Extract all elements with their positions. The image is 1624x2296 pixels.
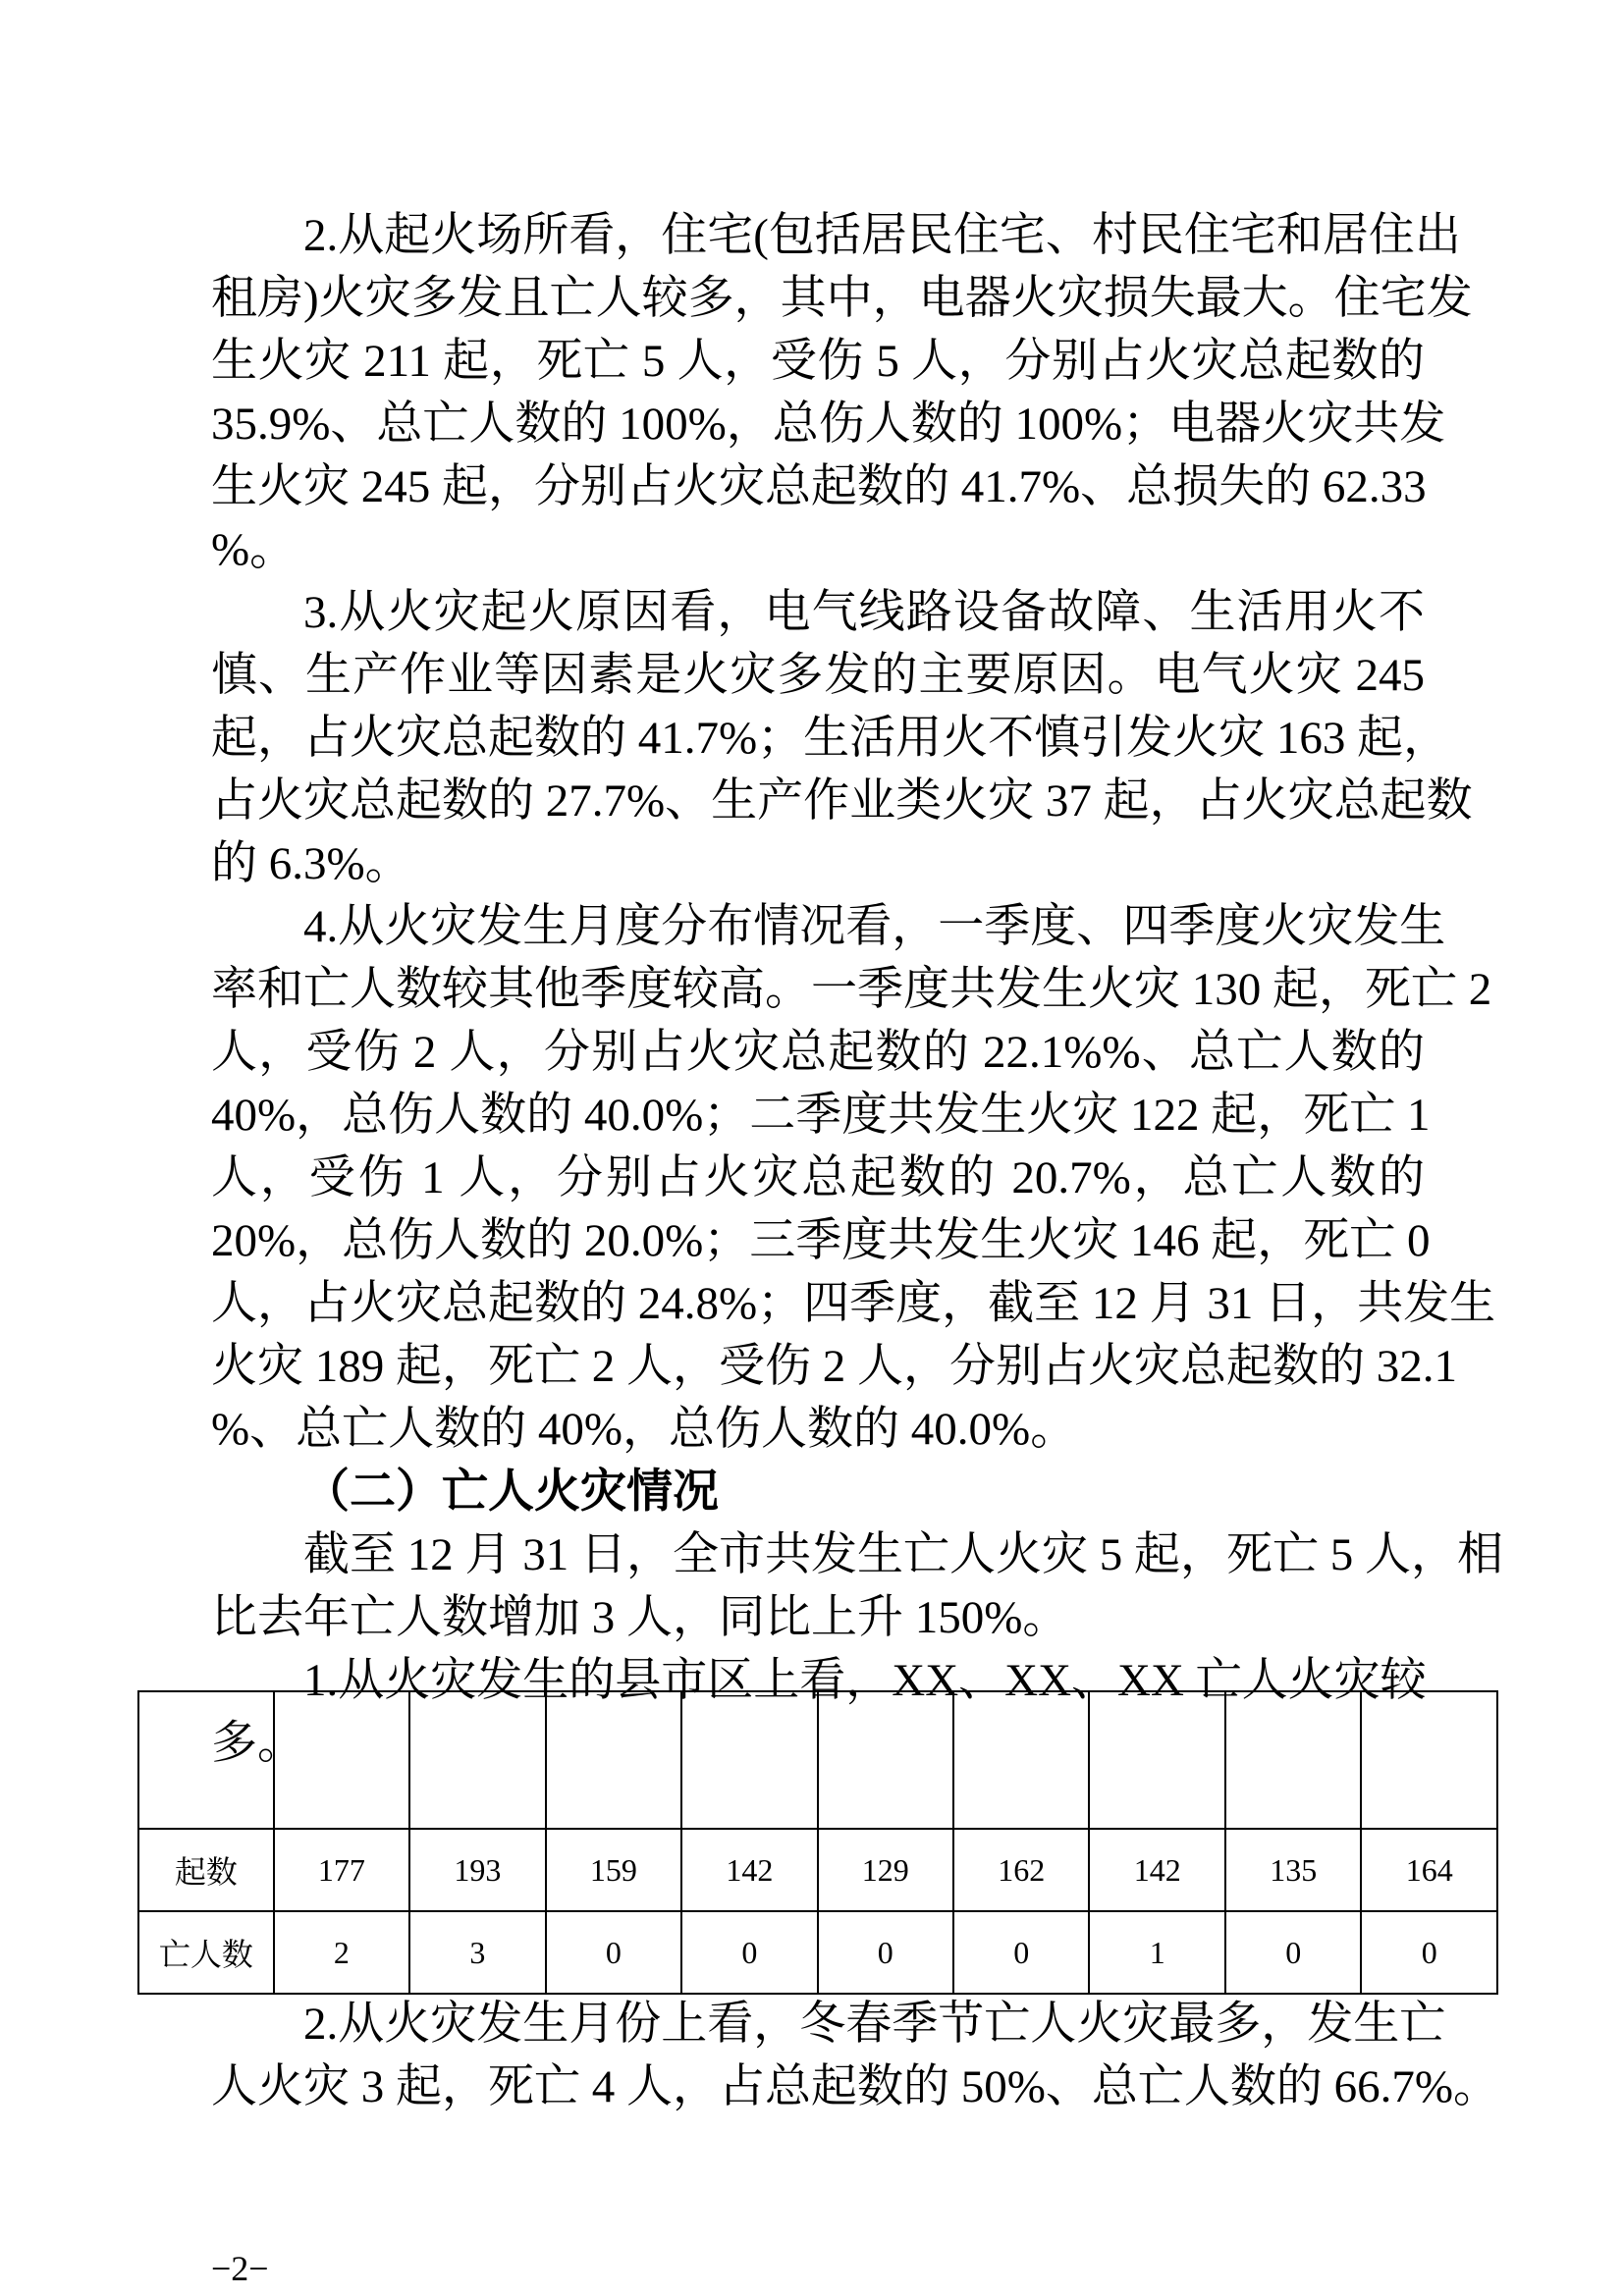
text-line: 多。 bbox=[211, 1718, 303, 1769]
table-header-row bbox=[138, 1691, 1497, 1829]
table-cell: 135 bbox=[1225, 1829, 1361, 1911]
header-cell bbox=[138, 1691, 274, 1829]
table-cell: 0 bbox=[953, 1911, 1089, 1994]
paragraph-fatal-fires-summary bbox=[211, 1523, 1503, 1649]
header-cell bbox=[546, 1691, 681, 1829]
text-line: 慎、生产作业等因素是火灾多发的主要原因。电气火灾 245 bbox=[211, 650, 1425, 701]
text-line: 3.从火灾起火原因看，电气线路设备故障、生活用火不 bbox=[303, 587, 1425, 638]
text-line: 4.从火灾发生月度分布情况看，一季度、四季度火灾发生 bbox=[303, 901, 1446, 952]
text-line: 2.从起火场所看，住宅(包括居民住宅、村民住宅和居住出 bbox=[303, 210, 1461, 261]
header-cell bbox=[1361, 1691, 1497, 1829]
table-cell: 129 bbox=[818, 1829, 953, 1911]
table-row bbox=[138, 1829, 1497, 1911]
text-line: 20%，总伤人数的 20.0%；三季度共发生火灾 146 起，死亡 0 bbox=[211, 1215, 1431, 1266]
row-label: 亡人数 bbox=[138, 1911, 274, 1994]
text-line: 35.9%、总亡人数的 100%，总伤人数的 100%；电器火灾共发 bbox=[211, 399, 1446, 450]
table-cell: 1 bbox=[1089, 1911, 1224, 1994]
text-line: 生火灾 211 起，死亡 5 人，受伤 5 人，分别占火灾总起数的 bbox=[211, 336, 1425, 387]
table-cell: 0 bbox=[681, 1911, 817, 1994]
text-line: 率和亡人数较其他季度较高。一季度共发生火灾 130 起，死亡 2 bbox=[211, 964, 1492, 1015]
table-cell: 159 bbox=[546, 1829, 681, 1911]
text-line: 1.从火灾发生的县市区上看，XX、XX、XX 亡人火灾较 bbox=[303, 1655, 1427, 1706]
header-cell bbox=[1225, 1691, 1361, 1829]
table-cell: 162 bbox=[953, 1829, 1089, 1911]
district-fire-table bbox=[137, 1690, 1498, 1995]
paragraph-fire-cause bbox=[211, 581, 1473, 895]
page-number: −2− bbox=[211, 2249, 269, 2288]
row-label: 起数 bbox=[138, 1829, 274, 1911]
header-cell bbox=[409, 1691, 545, 1829]
text-line: 人，占火灾总起数的 24.8%；四季度，截至 12 月 31 日，共发生 bbox=[211, 1278, 1496, 1329]
table-cell: 0 bbox=[1361, 1911, 1497, 1994]
table-cell: 0 bbox=[1225, 1911, 1361, 1994]
text-line: 40%，总伤人数的 40.0%；二季度共发生火灾 122 起，死亡 1 bbox=[211, 1090, 1431, 1141]
text-line: 人，受伤 1 人，分别占火灾总起数的 20.7%，总亡人数的 bbox=[211, 1152, 1425, 1203]
table-cell: 193 bbox=[409, 1829, 545, 1911]
text-line: 起，占火灾总起数的 41.7%；生活用火不慎引发火灾 163 起， bbox=[211, 713, 1450, 764]
text-line: 租房)火灾多发且亡人较多，其中，电器火灾损失最大。住宅发 bbox=[211, 273, 1473, 324]
text-line: 2.从火灾发生月份上看，冬春季节亡人火灾最多，发生亡 bbox=[303, 1999, 1446, 2050]
text-line: 的 6.3%。 bbox=[211, 838, 411, 889]
table-cell: 177 bbox=[274, 1829, 409, 1911]
text-line: 生火灾 245 起，分别占火灾总起数的 41.7%、总损失的 62.33 bbox=[211, 461, 1427, 512]
header-cell bbox=[681, 1691, 817, 1829]
text-line: 比去年亡人数增加 3 人，同比上升 150%。 bbox=[211, 1592, 1069, 1643]
text-line: 人火灾 3 起，死亡 4 人，占总起数的 50%、总亡人数的 66.7%。 bbox=[211, 2061, 1500, 2112]
section-heading: （二）亡人火灾情况 bbox=[303, 1465, 719, 1519]
table-cell: 2 bbox=[274, 1911, 409, 1994]
header-cell bbox=[818, 1691, 953, 1829]
paragraph-monthly-distribution bbox=[211, 895, 1496, 1461]
table-cell: 142 bbox=[1089, 1829, 1224, 1911]
table-row bbox=[138, 1911, 1497, 1994]
table-cell: 0 bbox=[818, 1911, 953, 1994]
text-line: 人，受伤 2 人，分别占火灾总起数的 22.1%%、总亡人数的 bbox=[211, 1027, 1425, 1078]
table-cell: 142 bbox=[681, 1829, 817, 1911]
text-line: %。 bbox=[211, 524, 297, 575]
header-cell bbox=[953, 1691, 1089, 1829]
text-line: 火灾 189 起，死亡 2 人，受伤 2 人，分别占火灾总起数的 32.1 bbox=[211, 1341, 1457, 1392]
document-body bbox=[211, 204, 1503, 1775]
text-line: 截至 12 月 31 日，全市共发生亡人火灾 5 起，死亡 5 人，相 bbox=[303, 1529, 1503, 1580]
text-line: %、总亡人数的 40%，总伤人数的 40.0%。 bbox=[211, 1404, 1077, 1455]
header-cell bbox=[1089, 1691, 1224, 1829]
table-cell: 3 bbox=[409, 1911, 545, 1994]
header-cell bbox=[274, 1691, 409, 1829]
table-cell: 164 bbox=[1361, 1829, 1497, 1911]
table-cell: 0 bbox=[546, 1911, 681, 1994]
text-line: 占火灾总起数的 27.7%、生产作业类火灾 37 起，占火灾总起数 bbox=[211, 775, 1473, 827]
paragraph-by-month bbox=[211, 1993, 1500, 2118]
paragraph-fire-location bbox=[211, 204, 1473, 581]
